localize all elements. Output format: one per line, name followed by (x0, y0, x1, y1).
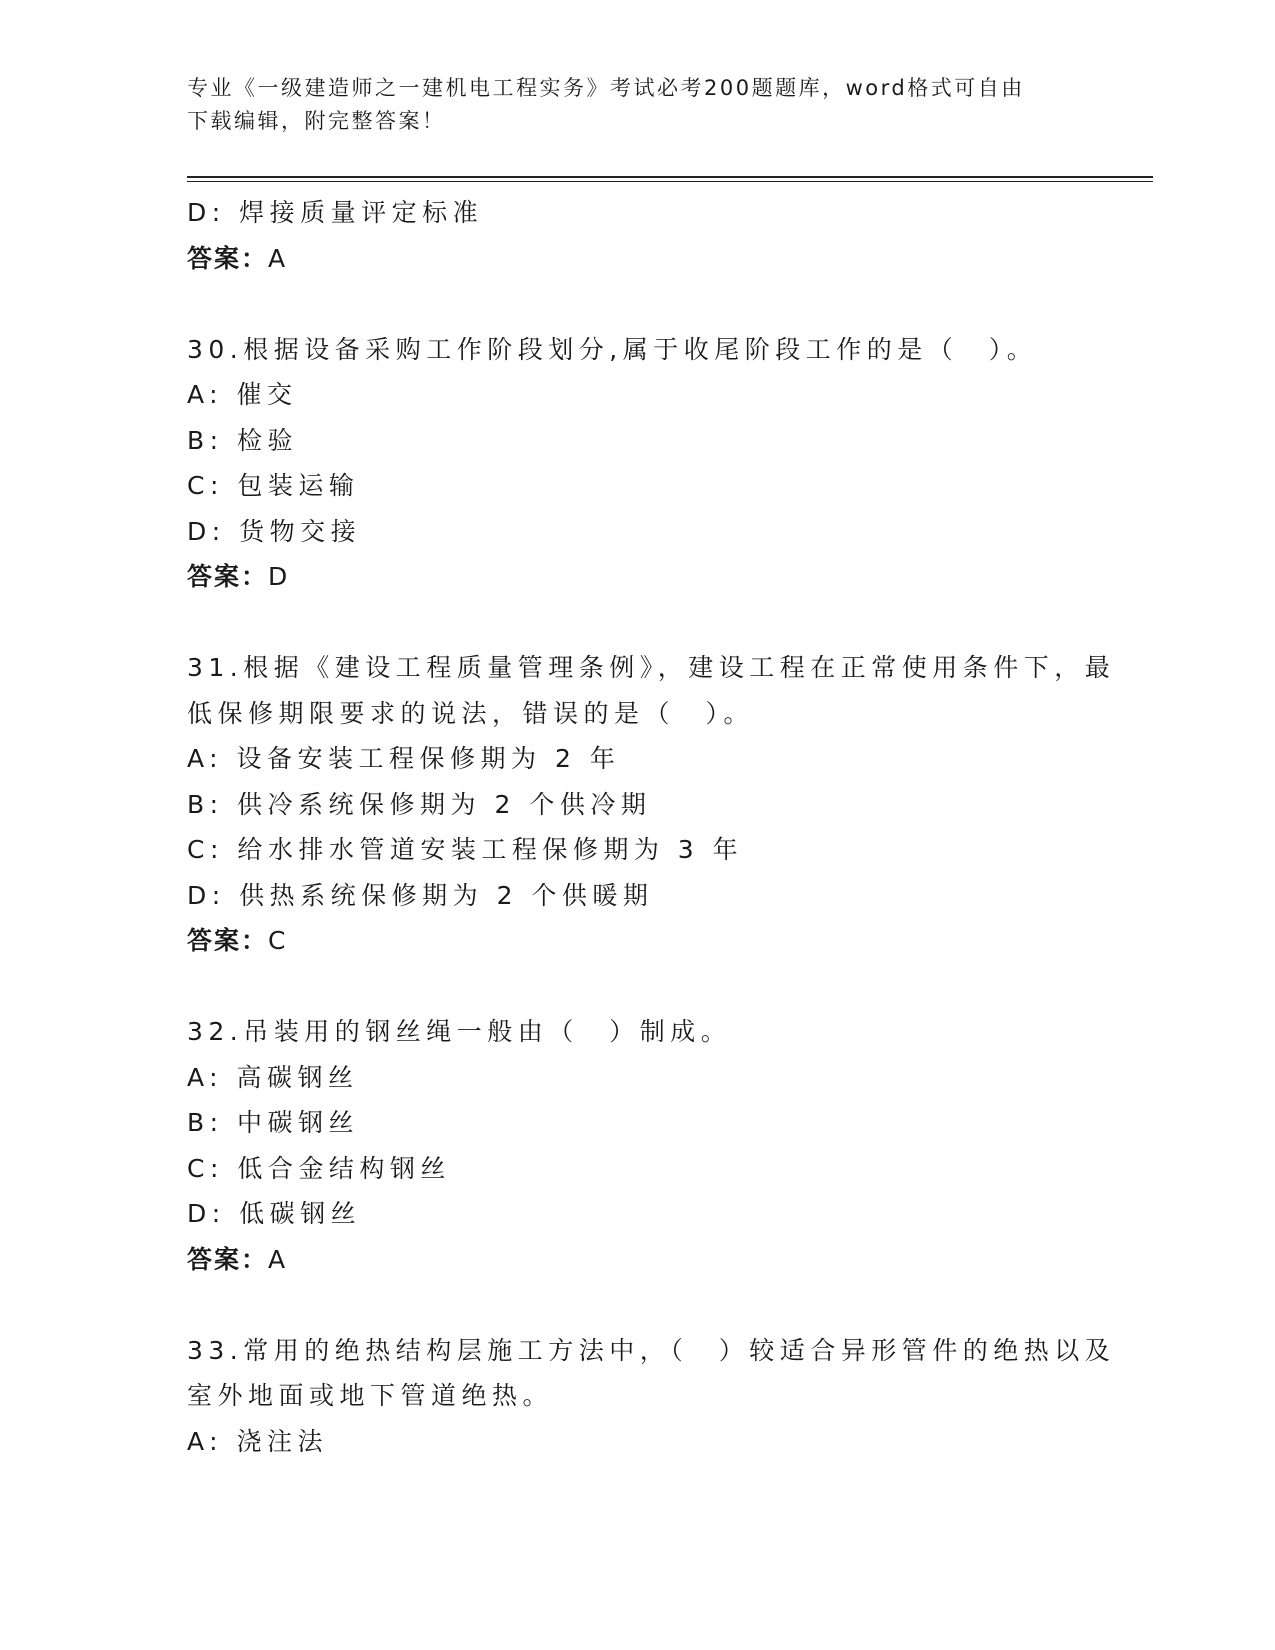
question-stem: 30.根据设备采购工作阶段划分,属于收尾阶段工作的是（ ）。 (187, 334, 1038, 364)
answer-value: A (268, 243, 288, 273)
header-line-2: 下载编辑，附完整答案！ (187, 109, 446, 133)
answer-line (187, 554, 1087, 600)
option-c: C: 给水排水管道安装工程保修期为 3 年 (187, 835, 744, 864)
document-body (187, 190, 1116, 1464)
option-a: A: 催交 (187, 380, 298, 409)
answer-line (187, 918, 1087, 964)
answer-label: 答案： (187, 562, 269, 591)
answer-label: 答案： (187, 243, 269, 273)
option-a: A: 设备安装工程保修期为 2 年 (187, 744, 621, 773)
answer-line (187, 1237, 1087, 1283)
option-a: A: 浇注法 (187, 1426, 329, 1456)
option-b: B: 供冷系统保修期为 2 个供冷期 (187, 789, 652, 819)
page-header (187, 72, 1087, 138)
option-a: A: 高碳钢丝 (187, 1062, 359, 1092)
answer-label: 答案： (187, 926, 269, 955)
option-d: D: 供热系统保修期为 2 个供暖期 (187, 880, 654, 910)
question-stem-line-1: 31.根据《建设工程质量管理条例》，建设工程在正常使用条件下，最 (187, 653, 1116, 682)
option-d: D: 货物交接 (187, 516, 362, 546)
answer-label: 答案： (187, 1244, 269, 1274)
spacer (187, 964, 1087, 1010)
question-stem-line-2: 低保修期限要求的说法，错误的是（ ）。 (187, 698, 755, 728)
question-30 (187, 327, 1087, 600)
option-c: C: 包装运输 (187, 471, 360, 500)
spacer (187, 600, 1087, 646)
header-line-1: 专业《一级建造师之一建机电工程实务》考试必考200题题库，word格式可自由 (187, 76, 1025, 100)
answer-value: D (268, 562, 290, 591)
spacer (187, 281, 1087, 327)
question-32 (187, 1009, 1087, 1282)
header-rule-thin (187, 181, 1153, 182)
answer-line (187, 236, 1087, 282)
option-c: C: 低合金结构钢丝 (187, 1153, 451, 1183)
header-rule-thick (187, 176, 1153, 178)
question-31 (187, 645, 1116, 964)
question-stem-line-2: 室外地面或地下管道绝热。 (187, 1381, 554, 1410)
option-d: D: 低碳钢丝 (187, 1199, 362, 1228)
question-stem-line-1: 33.常用的绝热结构层施工方法中，（ ）较适合异形管件的绝热以及 (187, 1335, 1116, 1365)
spacer (187, 1282, 1087, 1328)
answer-value: C (268, 926, 288, 955)
answer-value: A (268, 1244, 288, 1274)
option-b: B: 检验 (187, 425, 299, 455)
option-d: D: 焊接质量评定标准 (187, 198, 484, 227)
option-b: B: 中碳钢丝 (187, 1108, 360, 1137)
question-stem: 32.吊装用的钢丝绳一般由（ ）制成。 (187, 1017, 732, 1046)
question-33 (187, 1328, 1116, 1465)
